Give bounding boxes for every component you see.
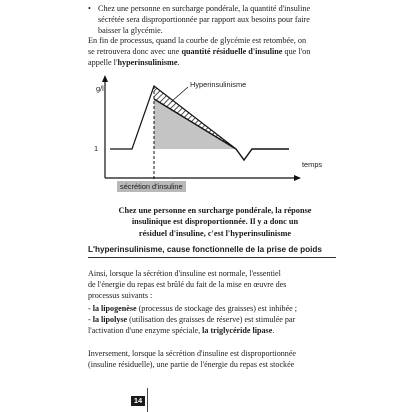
residual-bold: quantité résiduelle d'insuline xyxy=(181,47,283,57)
lipogenesis-term: la lipogenèse xyxy=(92,304,137,313)
secretion-label: sécrétion d'insuline xyxy=(117,181,186,192)
lipolysis-desc: (utilisation des graisses de réserve) est stimulée par xyxy=(127,315,296,325)
caption-line-1: Chez une personne en surcharge pondérale, la réponse xyxy=(118,206,312,215)
body1-line-1: Ainsi, lorsque la sécrétion d'insuline est normale, l'essentiel xyxy=(88,269,281,278)
y-axis-label: g/l xyxy=(96,84,104,93)
lipogenesis-desc: (processus de stockage des graisses) est inhibée ; xyxy=(136,304,298,313)
list-dash-2: - xyxy=(88,315,93,325)
bullet-line-3: baisser la glycémie. xyxy=(98,26,163,36)
section-divider xyxy=(88,257,336,258)
residual-text-d: . xyxy=(177,58,180,68)
caption-line-2: insulinique est disproportionnée. Il y a donc un xyxy=(131,217,299,227)
lipase-period: . xyxy=(272,326,275,336)
graph-caption xyxy=(100,205,330,239)
caption-line-3: résiduel d'insuline, c'est l'hyperinsulinisme xyxy=(138,228,292,238)
residual-paragraph xyxy=(88,35,336,69)
bullet-text-1: Chez une personne en surcharge pondérale, la quantité d'insuline xyxy=(98,4,311,13)
bullet-line-1 xyxy=(88,3,336,14)
body-paragraph-1 xyxy=(88,268,336,302)
body1-line-3: processus suivants : xyxy=(88,291,153,301)
list-dash-1: - xyxy=(88,304,93,313)
x-axis-label: temps xyxy=(302,160,323,169)
page-number-rule xyxy=(147,388,148,412)
page-number: 14 xyxy=(131,396,145,406)
list-item-lipolysis xyxy=(88,314,336,325)
lipolysis-term: la lipolyse xyxy=(92,315,128,325)
annotation-leader xyxy=(171,87,188,102)
process-list xyxy=(88,303,336,337)
residual-text-c: appelle l' xyxy=(88,58,118,68)
body2-line-1: Inversement, lorsque la sécrétion d'insuline est disproportionnée xyxy=(88,349,297,358)
glycemia-graph xyxy=(80,74,350,202)
residual-line-3 xyxy=(88,57,336,68)
bullet-line-2: sécrétée sera disproportionnée par rapport aux besoins pour faire xyxy=(98,15,310,25)
y-tick-1: 1 xyxy=(94,144,99,153)
body1-line-2: de l'énergie du repas est brûlé du fait de la mise en œuvre des xyxy=(88,280,287,290)
hyperinsulinism-annotation: Hyperinsulinisme xyxy=(190,80,247,89)
hyperinsulinism-bold: hyperinsulinisme xyxy=(117,58,178,68)
residual-text-b: que l'on xyxy=(282,47,311,57)
section-heading: L'hyperinsulinisme, cause fonctionnelle de la prise de poids xyxy=(88,245,322,254)
y-axis-arrow xyxy=(102,75,108,82)
list-item-lipolysis-cont xyxy=(88,325,336,336)
body-paragraph-2 xyxy=(88,348,336,370)
bullet-mark: • xyxy=(88,4,91,13)
lipase-text: l'activation d'une enzyme spéciale, xyxy=(88,326,203,336)
bullet-paragraph xyxy=(88,3,336,37)
residual-text-a: se retrouvera donc avec une xyxy=(88,47,182,57)
list-item-lipogenesis xyxy=(88,303,336,314)
lipase-term: la triglycéride lipase xyxy=(202,326,273,336)
residual-line-2 xyxy=(88,46,336,57)
x-axis-arrow xyxy=(294,175,301,181)
residual-line-1: En fin de processus, quand la courbe de glycémie est retombée, on xyxy=(88,36,307,45)
body2-line-2: (insuline résiduelle), une partie de l'énergie du repas est stockée xyxy=(88,360,295,370)
